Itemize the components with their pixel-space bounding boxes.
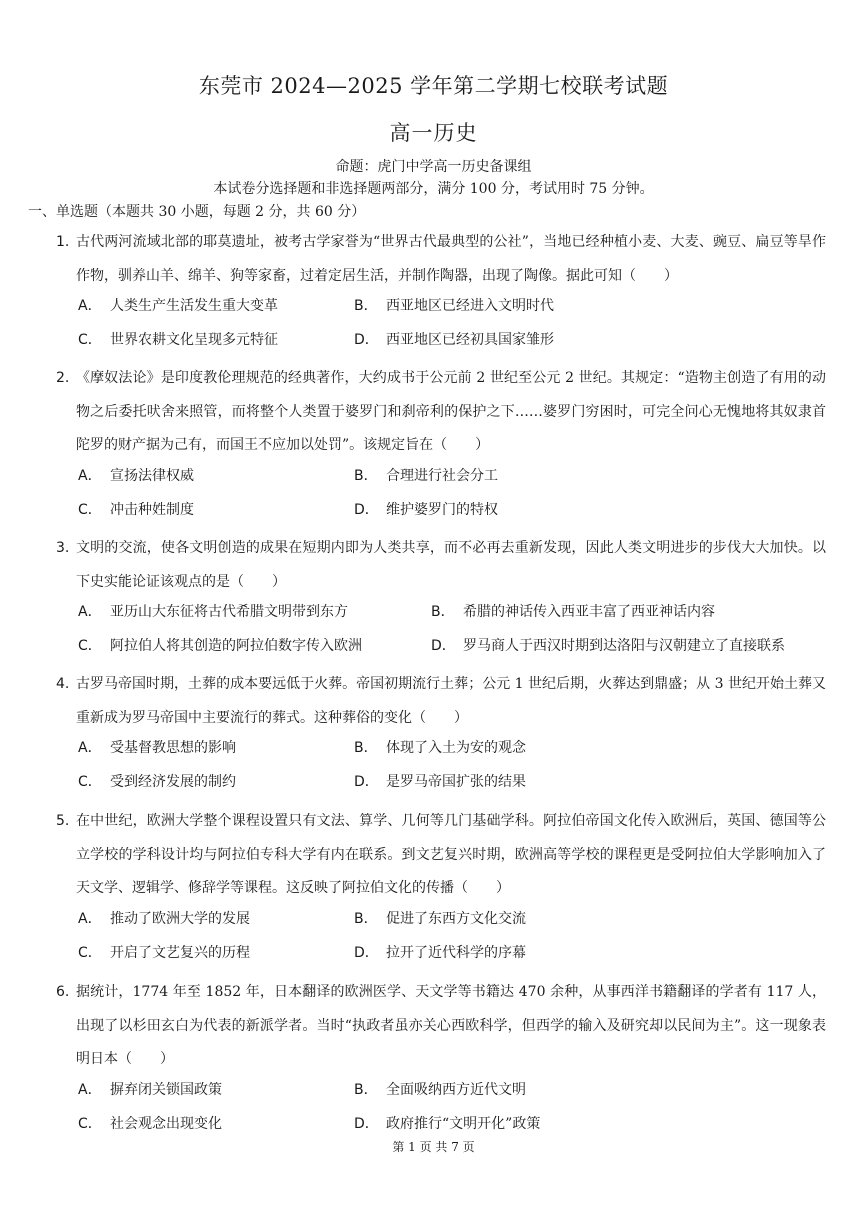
question-2 (56, 362, 826, 533)
option-a[interactable]: A． 摒弃闭关锁国政策 (78, 1081, 222, 1098)
option-d[interactable]: D． 是罗马帝国扩张的结果 (354, 774, 526, 790)
question-stem: 《摩奴法论》是印度教伦理规范的经典著作，大约成书于公元前 2 世纪至公元 2 世纪。其规定：“造物主创造了有用的动物之后委托吠舍来照管，而将整个人类置于婆罗门和刹帝利的保护之下……婆罗门穷困时，可完全问心无愧地将其奴隶首陀罗的财产据为己有，而国王不应加以处罚”。该规定旨在（ ） (76, 370, 826, 453)
option-c[interactable]: C． 冲击种姓制度 (78, 501, 194, 518)
option-d[interactable]: D． 维护婆罗门的特权 (354, 501, 498, 518)
question-4 (56, 668, 826, 805)
option-b[interactable]: B． 全面吸纳西方近代文明 (354, 1081, 526, 1098)
question-1 (56, 226, 826, 363)
option-a[interactable]: A． 推动了欧洲大学的发展 (78, 910, 250, 927)
option-b[interactable]: B． 体现了入土为安的观念 (354, 740, 526, 756)
page-footer: 第 1 页 共 7 页 (392, 1140, 475, 1154)
option-b[interactable]: B． 促进了东西方文化交流 (354, 910, 526, 927)
options (56, 908, 826, 976)
question-stem: 在中世纪，欧洲大学整个课程设置只有文法、算学、几何等几门基础学科。阿拉伯帝国文化传入欧洲后，英国、德国等公立学校的学科设计均与阿拉伯专科大学有内在联系。到文艺复兴时期，欧洲高等学校的课程更是受阿拉伯大学影响加入了天文学、逻辑学、修辞学等课程。这反映了阿拉伯文化的传播（ ） (76, 813, 826, 896)
options (56, 1079, 826, 1147)
section-heading: 一、单选题（本题共 30 小题，每题 2 分，共 60 分） (28, 204, 366, 220)
question-number: 2. (56, 370, 70, 386)
options (56, 601, 826, 669)
option-c[interactable]: C． 社会观念出现变化 (78, 1115, 222, 1132)
exam-title: 东莞市 2024—2025 学年第二学期七校联考试题 (198, 74, 669, 98)
question-number: 4. (56, 676, 70, 692)
options (56, 737, 826, 805)
exam-setter: 命题：虎门中学高一历史备课组 (335, 159, 532, 175)
option-c[interactable]: C． 世界农耕文化呈现多元特征 (78, 332, 278, 348)
question-stem: 古罗马帝国时期，土葬的成本要远低于火葬。帝国初期流行土葬；公元 1 世纪后期，火葬达到鼎盛；从 3 世纪开始土葬又重新成为罗马帝国中主要流行的葬式。这种葬俗的变化（ ） (76, 676, 826, 726)
option-a[interactable]: A． 亚历山大东征将古代希腊文明带到东方 (78, 604, 348, 620)
question-number: 3. (56, 540, 70, 556)
option-c[interactable]: C． 阿拉伯人将其创造的阿拉伯数字传入欧洲 (78, 638, 362, 654)
question-3 (56, 532, 826, 669)
exam-subject: 高一历史 (389, 121, 478, 145)
option-a[interactable]: A． 人类生产生活发生重大变革 (78, 298, 278, 314)
options (56, 295, 826, 363)
option-a[interactable]: A． 宣扬法律权威 (78, 467, 194, 484)
question-stem: 古代两河流域北部的耶莫遗址，被考古学家誉为“世界古代最典型的公社”，当地已经种植小麦、大麦、豌豆、扁豆等旱作作物，驯养山羊、绵羊、狗等家畜，过着定居生活，并制作陶器，出现了陶像。据此可知（ ） (76, 234, 826, 284)
question-stem: 文明的交流，使各文明创造的成果在短期内即为人类共享，而不必再去重新发现，因此人类文明进步的步伐大大加快。以下史实能论证该观点的是（ ） (76, 540, 826, 590)
exam-instructions: 本试卷分选择题和非选择题两部分，满分 100 分，考试用时 75 分钟。 (213, 181, 654, 197)
option-c[interactable]: C． 开启了文艺复兴的历程 (78, 944, 250, 961)
option-b[interactable]: B． 合理进行社会分工 (354, 467, 498, 484)
question-number: 1. (56, 234, 70, 250)
option-c[interactable]: C． 受到经济发展的制约 (78, 774, 236, 790)
question-number: 6. (56, 984, 70, 1000)
option-d[interactable]: D． 西亚地区已经初具国家雏形 (354, 332, 554, 348)
option-b[interactable]: B． 希腊的神话传入西亚丰富了西亚神话内容 (431, 604, 715, 620)
option-d[interactable]: D． 罗马商人于西汉时期到达洛阳与汉朝建立了直接联系 (431, 638, 785, 654)
option-d[interactable]: D． 拉开了近代科学的序幕 (354, 944, 526, 961)
question-6 (56, 976, 826, 1147)
options (56, 465, 826, 533)
option-d[interactable]: D． 政府推行“文明开化”政策 (354, 1115, 541, 1132)
question-number: 5. (56, 813, 70, 829)
question-stem: 据统计，1774 年至 1852 年，日本翻译的欧洲医学、天文学等书籍达 470 余种，从事西洋书籍翻译的学者有 117 人，出现了以杉田玄白为代表的新派学者。当时“执政者虽亦关心西欧科学，但西学的输入及研究却以民间为主”。这一现象表明日本（ ） (76, 984, 826, 1067)
option-a[interactable]: A． 受基督教思想的影响 (78, 740, 236, 756)
question-5 (56, 805, 826, 976)
option-b[interactable]: B． 西亚地区已经进入文明时代 (354, 298, 554, 314)
